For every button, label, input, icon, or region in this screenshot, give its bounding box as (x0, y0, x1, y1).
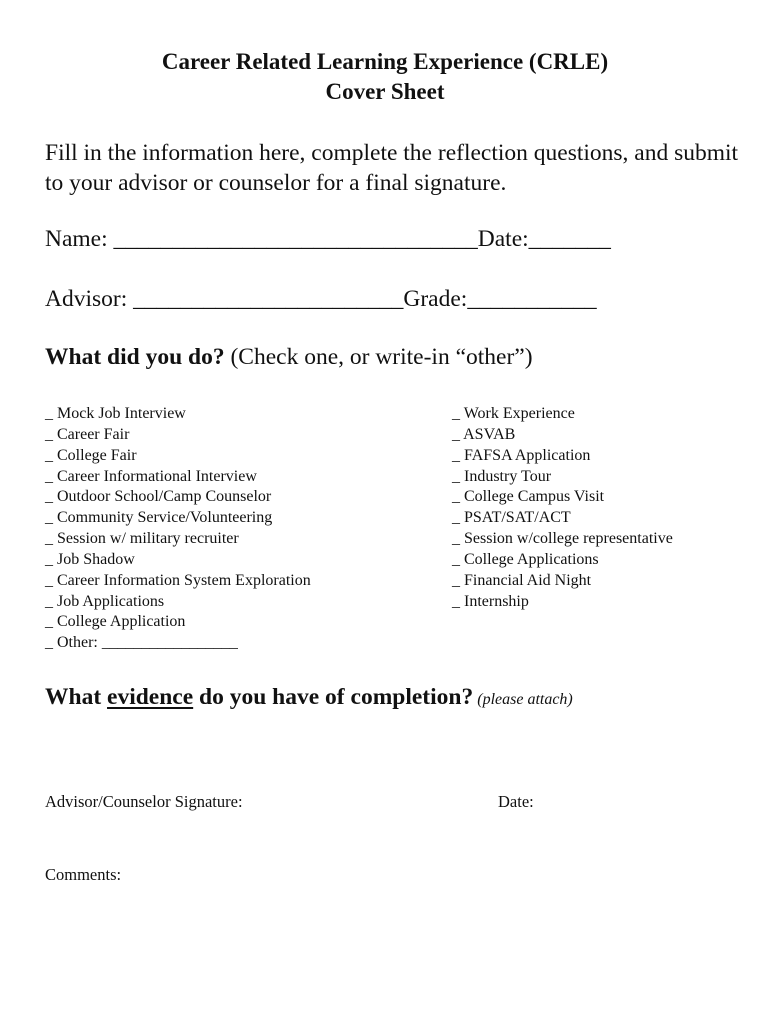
evidence-heading-underlined: evidence (107, 684, 194, 710)
activity-option[interactable]: _ College Fair (45, 446, 137, 464)
advisor-label: Advisor: (45, 286, 128, 312)
comments-label: Comments: (45, 865, 122, 884)
activity-option[interactable]: _ Other: _________________ (45, 634, 238, 652)
activity-option[interactable]: _ Job Shadow (45, 550, 135, 568)
activity-option[interactable]: _ Community Service/Volunteering (45, 509, 273, 527)
activity-option[interactable]: _ College Applications (452, 550, 599, 568)
activity-option[interactable]: _ PSAT/SAT/ACT (452, 509, 571, 527)
activity-option[interactable]: _ Session w/ military recruiter (45, 530, 239, 548)
grade-label: Grade: (403, 286, 468, 312)
activity-option[interactable]: _ Career Fair (45, 425, 130, 443)
name-label: Name: (45, 226, 108, 252)
evidence-heading-part1: What (45, 684, 108, 710)
activity-option[interactable]: _ ASVAB (452, 425, 516, 443)
activity-option[interactable]: _ Outdoor School/Camp Counselor (45, 488, 272, 506)
signature-date-label: Date: (498, 792, 534, 811)
name-field[interactable]: _______________________________ (107, 226, 478, 252)
activity-option[interactable]: _ Work Experience (452, 405, 575, 422)
activity-option[interactable]: _ Career Informational Interview (45, 467, 257, 485)
page-subtitle: Cover Sheet (325, 79, 445, 104)
advisor-grade-row (45, 286, 597, 313)
activity-heading-bold: What did you do? (45, 344, 225, 370)
activity-section-heading (45, 344, 533, 371)
activity-heading-note: (Check one, or write-in “other”) (224, 344, 533, 370)
activity-options-left (45, 404, 311, 654)
evidence-heading-part2: do you have of completion? (193, 684, 474, 710)
activity-option[interactable]: _ College Application (45, 613, 186, 631)
instructions-text: Fill in the information here, complete the reflection questions, and submit to your advisor or counselor for a final signature. (45, 140, 739, 196)
date-label: Date: (477, 226, 529, 252)
activity-option[interactable]: _ Career Information System Exploration (45, 571, 311, 589)
advisor-field[interactable]: _______________________ (127, 286, 404, 312)
evidence-section-heading (45, 684, 573, 711)
signature-label: Advisor/Counselor Signature: (45, 792, 243, 811)
activity-option[interactable]: _ Industry Tour (452, 467, 552, 485)
activity-option[interactable]: _ Internship (452, 592, 529, 610)
activity-option[interactable]: _ Job Applications (45, 592, 165, 610)
name-date-row (45, 226, 611, 253)
evidence-heading-note: (please attach) (473, 691, 573, 708)
activity-option[interactable]: _ FAFSA Application (452, 446, 591, 464)
date-field[interactable]: _______ (528, 226, 611, 252)
activity-options-right (452, 404, 673, 612)
grade-field[interactable]: ___________ (467, 286, 597, 312)
activity-option[interactable]: _ Mock Job Interview (45, 405, 186, 422)
page-title: Career Related Learning Experience (CRLE) (161, 49, 609, 74)
activity-option[interactable]: _ College Campus Visit (452, 488, 605, 506)
activity-option[interactable]: _ Financial Aid Night (452, 571, 592, 589)
activity-option[interactable]: _ Session w/college representative (452, 530, 673, 548)
